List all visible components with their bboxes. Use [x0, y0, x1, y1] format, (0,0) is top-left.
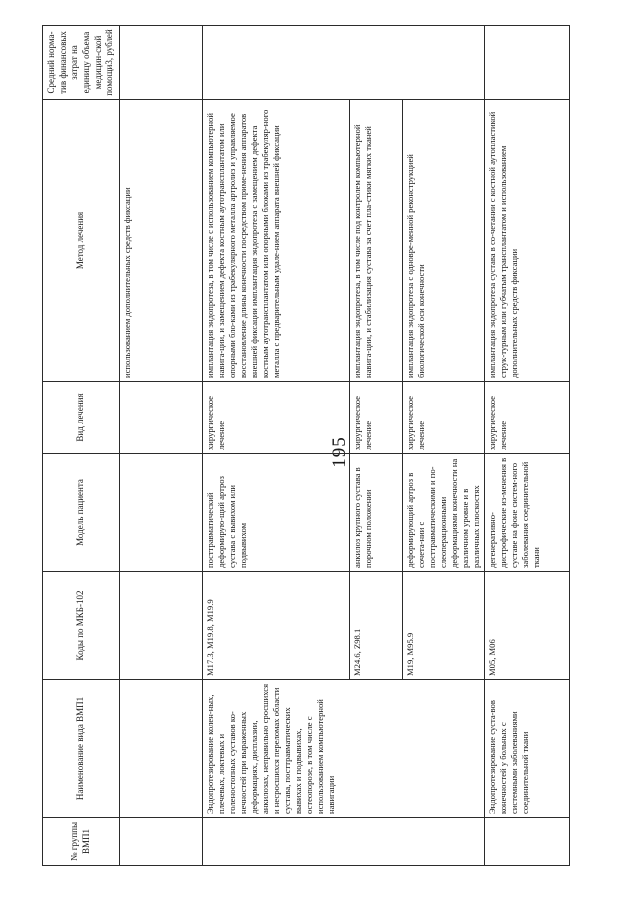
treatment-method-cell: имплантация эндопротеза, в том числе с использованием компьютерной навига-ции, и замещением дефекта костным аутотрансплантатом или опорными бло-ками из трабекулярного металла артролиз и управляемое восстановление длины конечности посредством приме-нения аппаратов внешней фиксации имплантация эндопротеза с замещением дефекта костным аутотрансплантатом или опорными блоками из трабекуляр-ного металла с предварительным удале-нием аппарата внешней фиксации: [203, 100, 350, 382]
mkb-codes-cell: M17.3, M19.8, M19.9: [203, 572, 350, 680]
mkb-codes-cell: M24.6, Z98.1: [350, 572, 403, 680]
header-avg-cost: Средний норма-тив финансовых затрат на единицу объема медицин-ской помощи3, рублей: [43, 26, 120, 100]
patient-model-cell: дегенеративно-дистрофические из-менения в суставе на фоне систем-ного заболевания соединительной ткани: [485, 454, 570, 572]
mkb-codes-cell: M05, M06: [485, 572, 570, 680]
header-patient-model: Модель пациента: [43, 454, 120, 572]
group-number-cell: [485, 818, 570, 866]
patient-model-cell: анкилоз крупного сустава в порочном положении: [350, 454, 403, 572]
treatment-method-cell: имплантация эндопротеза с одновре-менной реконструкцией биологической оси конечности: [403, 100, 485, 382]
treatment-method-cell: имплантация эндопротеза, в том числе под контролем компьютерной навига-ции, и стабилизация сустава за счет пла-стики мягких тканей: [350, 100, 403, 382]
treatment-type-cell: хирургическое лечение: [403, 382, 485, 454]
treatment-type-cell: хирургическое лечение: [203, 382, 350, 454]
header-treatment-type: Вид лечения: [43, 382, 120, 454]
header-treatment-method: Метод лечения: [43, 100, 120, 382]
treatment-type-cell: хирургическое лечение: [485, 382, 570, 454]
mkb-codes-cell: [120, 572, 203, 680]
mkb-codes-cell: M19, M95.9: [403, 572, 485, 680]
vmp-table: [42, 25, 570, 866]
vmp-name-cell: Эндопротезирование суста-вов конечностей у больных с системными заболеваниями соединительной ткани: [485, 680, 570, 818]
avg-cost-cell: [120, 26, 203, 100]
table-row: [120, 26, 203, 866]
vmp-name-cell: [120, 680, 203, 818]
header-vmp-name: Наименование вида ВМП1: [43, 680, 120, 818]
treatment-type-cell: хирургическое лечение: [350, 382, 403, 454]
vmp-name-cell: Эндопротезирование колен-ных, плечевых, локтевых и голеностопных суставов ко-нечностей при выраженных деформациях, дисплазии, анкилозах, неправильно сросшихся и несросшихся переломах области сустава, посттравматических вывихах и подвывихах, остеопорозе, в том числе с использованием компьютерной навигации: [203, 680, 485, 818]
treatment-method-cell: использованием дополнительных средств фиксации: [120, 100, 203, 382]
header-group-number: № группы ВМП1: [43, 818, 120, 866]
patient-model-cell: посттравматический деформирую-щий артроз сустава с вывихом или подвывихом: [203, 454, 350, 572]
avg-cost-cell: [485, 26, 570, 100]
treatment-method-cell: имплантация эндопротеза сустава в со-четании с костной аутопластикой струк-турным или губчатым трансплантатом и использованием дополнительных средств фиксации: [485, 100, 570, 382]
rotated-table-page: [42, 26, 602, 866]
treatment-type-cell: [120, 382, 203, 454]
table-row: [485, 26, 570, 866]
patient-model-cell: [120, 454, 203, 572]
page-number: 195: [329, 436, 350, 468]
group-number-cell: [120, 818, 203, 866]
table-row: [203, 26, 350, 866]
patient-model-cell: деформирующий артроз в сочета-нии с посттравматическими и по-слеоперационными деформациями конечности на различном уровне и в различных плоскостях: [403, 454, 485, 572]
table-header-row: [43, 26, 120, 866]
avg-cost-cell: [203, 26, 485, 100]
group-number-cell: [203, 818, 485, 866]
header-mkb-codes: Коды по МКБ-102: [43, 572, 120, 680]
